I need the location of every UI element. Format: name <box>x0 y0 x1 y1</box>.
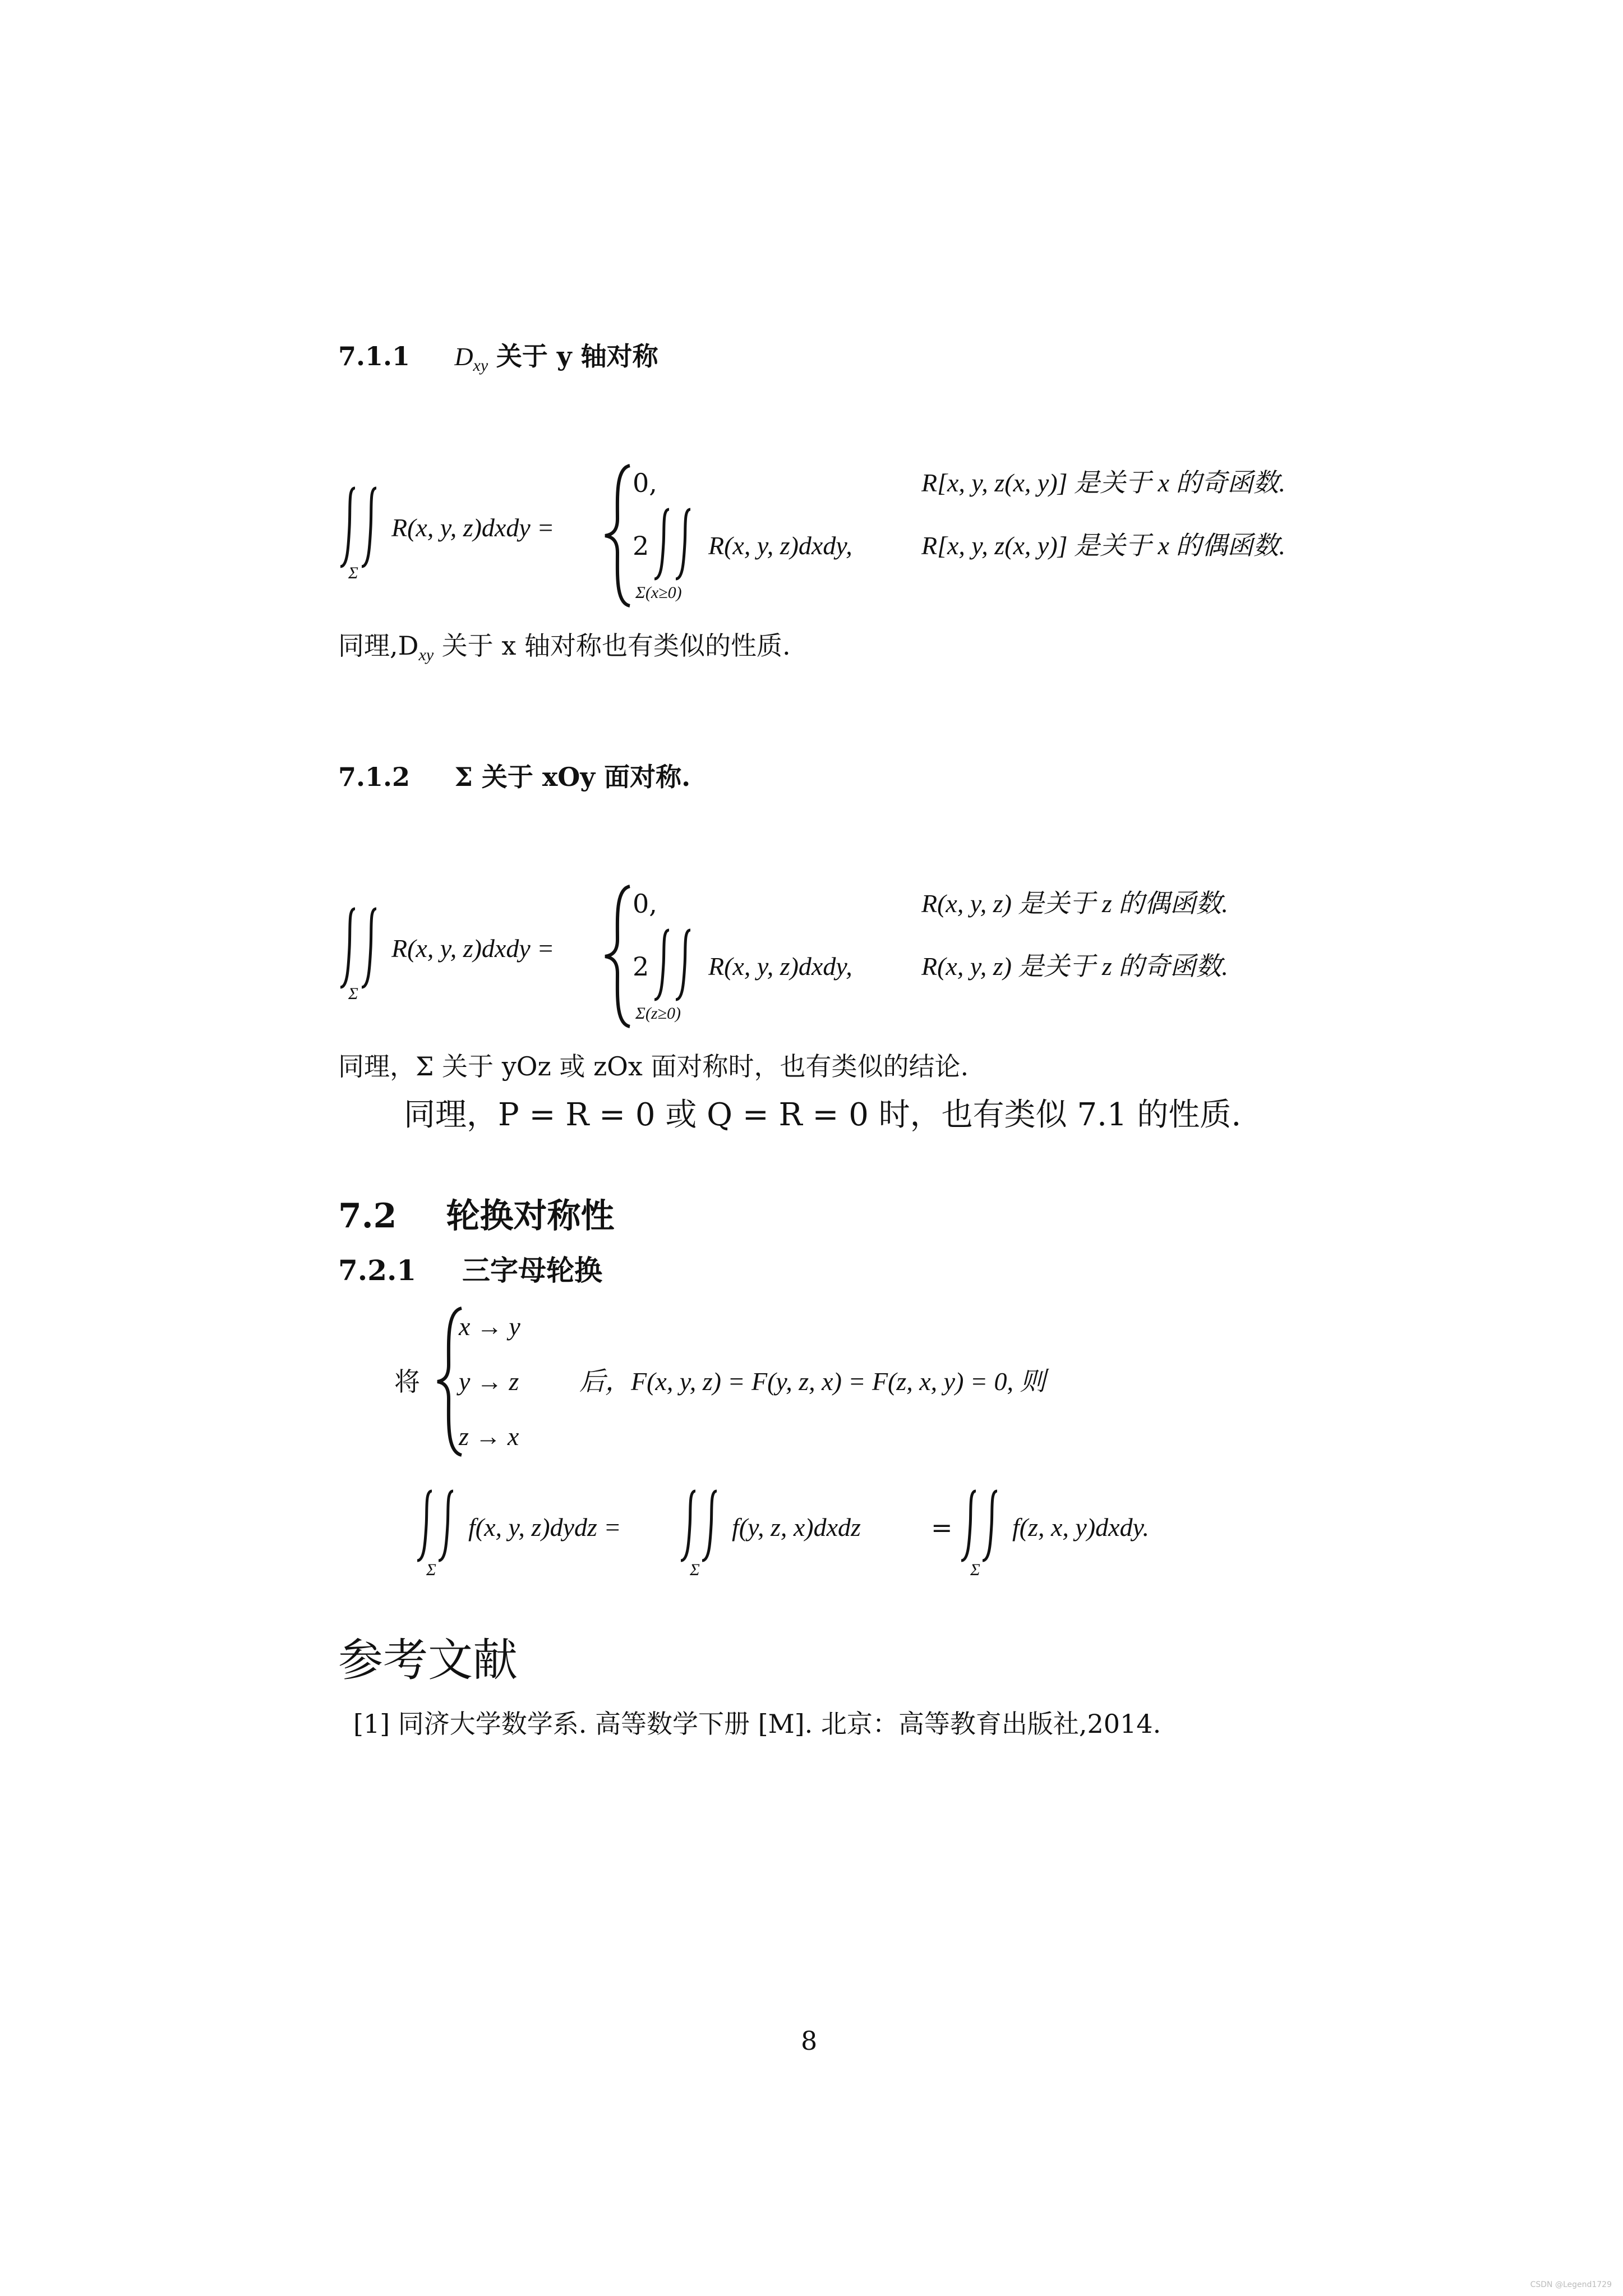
section-title: Σ 关于 xOy 面对称. <box>454 762 691 792</box>
section-title: 关于 y 轴对称 <box>496 341 658 371</box>
section-title: 三字母轮换 <box>462 1254 602 1287</box>
reference-item: [1] 同济大学数学系. 高等数学下册 [M]. 北京：高等教育出版社,2014. <box>353 1709 1161 1739</box>
case1-value: 0, <box>633 468 657 498</box>
note-7-1-2: 同理，Σ 关于 yOz 或 zOx 面对称时，也有类似的结论. <box>338 1051 969 1082</box>
equation-7-1-2 <box>338 869 1404 1038</box>
integral-1-subscript: Σ <box>426 1561 436 1579</box>
case1-condition: R[x, y, z(x, y)] 是关于 x 的奇函数. <box>921 468 1285 497</box>
equation-7-1-1 <box>338 449 1404 617</box>
integral-3-expr: f(z, x, y)dxdy. <box>1012 1513 1149 1542</box>
case1-condition: R(x, y, z) 是关于 z 的偶函数. <box>921 889 1228 918</box>
section-7-1-1-heading <box>338 343 658 374</box>
section-7-2-heading <box>338 1189 615 1237</box>
integral-subscript: Σ <box>348 984 358 1003</box>
section-number: 7.1.1 <box>338 341 411 371</box>
section-title: 轮换对称性 <box>446 1197 615 1236</box>
integral-1-expr: f(x, y, z)dydz = <box>468 1513 621 1542</box>
watermark: CSDN @Legend1729 <box>1530 2280 1612 2289</box>
integral-3-symbol <box>959 1487 1009 1565</box>
equals-sign: = <box>931 1512 953 1543</box>
integral-1-symbol <box>415 1487 465 1565</box>
integral-2-symbol <box>679 1487 729 1565</box>
domain-subscript: xy <box>473 356 488 375</box>
section-number: 7.2 <box>338 1197 397 1236</box>
section-7-2-1-heading <box>338 1254 602 1287</box>
cases-brace <box>602 884 635 1029</box>
integral-subscript: Σ <box>348 564 358 582</box>
integral-3-subscript: Σ <box>970 1561 980 1579</box>
note-subscript: xy <box>418 646 434 665</box>
note-7-1-1 <box>338 633 791 664</box>
note-pre: 同理,D <box>338 631 419 661</box>
section-number: 7.2.1 <box>338 1254 417 1287</box>
page-number: 8 <box>801 2026 818 2056</box>
domain-symbol: D <box>454 342 473 371</box>
rule-result: 后，F(x, y, z) = F(y, z, x) = F(z, x, y) = 0, 则 <box>579 1367 1046 1396</box>
integral-2-expr: f(y, z, x)dxdz <box>732 1513 861 1542</box>
case2-integral-symbol <box>652 926 703 1004</box>
double-integral-symbol <box>338 482 389 572</box>
equation-lhs: R(x, y, z)dxdy = <box>391 513 555 542</box>
rotation-rule <box>338 1301 1292 1470</box>
integral-equality <box>415 1475 1256 1588</box>
note-7-1-2-general: 同理，P = R = 0 或 Q = R = 0 时，也有类似 7.1 的性质. <box>404 1097 1242 1133</box>
case2-condition: R(x, y, z) 是关于 z 的奇函数. <box>921 952 1228 981</box>
cases-brace <box>602 463 635 609</box>
note-post: 关于 x 轴对称也有类似的性质. <box>441 631 791 661</box>
case2-integral-symbol <box>652 505 703 583</box>
equation-lhs: R(x, y, z)dxdy = <box>391 934 555 963</box>
integral-2-subscript: Σ <box>690 1561 700 1579</box>
rule-y-to-z: y → z <box>459 1367 519 1396</box>
case2-coefficient: 2 <box>633 951 649 982</box>
rule-intro: 将 <box>394 1366 420 1397</box>
section-number: 7.1.2 <box>338 762 411 792</box>
section-7-1-2-heading <box>338 764 690 790</box>
case2-subscript: Σ(z≥0) <box>635 1004 681 1023</box>
case2-subscript: Σ(x≥0) <box>635 583 682 602</box>
case2-condition: R[x, y, z(x, y)] 是关于 x 的偶函数. <box>921 531 1285 560</box>
case2-coefficient: 2 <box>633 531 649 561</box>
double-integral-symbol <box>338 903 389 993</box>
rule-x-to-y: x → y <box>459 1312 520 1341</box>
case2-integrand: R(x, y, z)dxdy, <box>708 952 852 981</box>
case1-value: 0, <box>633 889 657 919</box>
case2-integrand: R(x, y, z)dxdy, <box>708 531 852 560</box>
rule-z-to-x: z → x <box>459 1422 519 1451</box>
references-title: 参考文献 <box>338 1634 518 1686</box>
